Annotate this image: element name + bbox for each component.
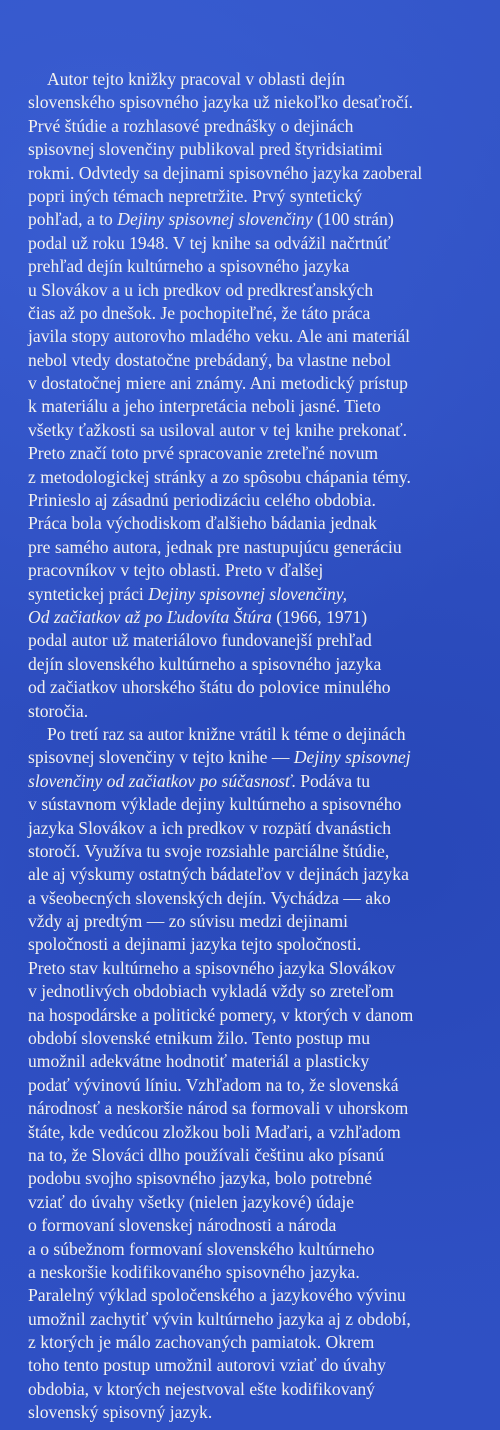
text-segment: z ktorých je málo zachovaných pamiatok. Okrem <box>28 1332 375 1353</box>
text-line <box>28 723 490 746</box>
text-segment: slovenského spisovného jazyka už niekoľko desaťročí. <box>28 92 414 113</box>
text-line <box>28 325 490 348</box>
text-line <box>28 91 490 114</box>
text-segment: vždy aj predtým — zo súvisu medzi dejinami <box>28 911 349 932</box>
text-segment: Prvé štúdie a rozhlasové prednášky o dejinách <box>28 115 354 136</box>
text-line <box>28 1144 490 1167</box>
text-line <box>28 817 490 840</box>
text-line <box>28 887 490 910</box>
text-line <box>28 395 490 418</box>
text-line <box>28 1167 490 1190</box>
italic-title-text: slovenčiny od začiatkov po súčasnosť <box>28 770 292 791</box>
text-segment: spisovnej slovenčiny publikoval pred štyridsiatimi <box>28 139 383 160</box>
text-line <box>28 279 490 302</box>
text-segment: u Slovákov a u ich predkov od predkresťanských <box>28 279 374 300</box>
text-line <box>28 1331 490 1354</box>
text-segment: slovenský spisovný jazyk. <box>28 1402 213 1423</box>
text-segment: syntetickej práci <box>28 583 149 604</box>
text-segment: štáte, kde vedúcou zložkou boli Maďari, a vzhľadom <box>28 1121 401 1142</box>
text-segment: v sústavnom výklade dejiny kultúrneho a spisovného <box>28 794 402 815</box>
text-segment: podať vývinovú líniu. Vzhľadom na to, že slovenská <box>28 1074 399 1095</box>
text-line <box>28 1074 490 1097</box>
text-line <box>28 1191 490 1214</box>
text-segment: v dostatočnej miere ani známy. Ani metodický prístup <box>28 373 408 394</box>
text-line <box>28 746 490 769</box>
text-segment: čias až po dnešok. Je pochopiteľné, že táto práca <box>28 302 371 323</box>
text-line <box>28 559 490 582</box>
text-segment: všetky ťažkosti sa usiloval autor v tej knihe prekonať. <box>28 419 408 440</box>
text-segment: spisovnej slovenčiny v tejto knihe — <box>28 747 294 768</box>
italic-title-text: Dejiny spisovnej <box>293 747 411 768</box>
text-line <box>28 1284 490 1307</box>
text-segment: na to, že Slováci dlho používali češtinu ako písanú <box>28 1144 385 1165</box>
text-line <box>28 1308 490 1331</box>
text-line <box>28 1378 490 1401</box>
italic-title-text: Od začiatkov až po Ľudovíta Štúra <box>28 606 272 627</box>
text-segment: (1966, 1971) <box>271 606 368 627</box>
text-line <box>28 302 490 325</box>
text-segment: dejín slovenského kultúrneho a spisovného jazyka <box>28 653 382 674</box>
text-segment: Preto značí toto prvé spracovanie zreteľné novum <box>28 443 379 464</box>
text-line <box>28 536 490 559</box>
text-segment: a neskoršie kodifikovaného spisovného jazyka. <box>28 1261 360 1282</box>
text-line <box>28 232 490 255</box>
text-line <box>28 115 490 138</box>
text-line <box>28 933 490 956</box>
text-line <box>28 68 490 91</box>
text-segment: národnosť a neskoršie národ sa formovali v uhorskom <box>28 1098 409 1119</box>
text-line <box>28 349 490 372</box>
text-line <box>28 208 490 231</box>
text-segment: jazyka Slovákov a ich predkov v rozpätí dvanástich <box>28 817 391 838</box>
text-segment: a všeobecných slovenských dejín. Vychádza — ako <box>28 887 391 908</box>
text-line <box>28 466 490 489</box>
text-line <box>28 1238 490 1261</box>
text-line <box>28 138 490 161</box>
text-segment: Prinieslo aj zásadnú periodizáciu celého obdobia. <box>28 490 376 511</box>
text-segment: Po tretí raz sa autor knižne vrátil k téme o dejinách <box>47 723 406 744</box>
text-segment: vziať do úvahy všetky (nielen jazykové) údaje <box>28 1191 355 1212</box>
text-line <box>28 676 490 699</box>
text-line <box>28 185 490 208</box>
text-line <box>28 442 490 465</box>
paragraph <box>28 68 490 723</box>
text-segment: Preto stav kultúrneho a spisovného jazyka Slovákov <box>28 957 396 978</box>
text-line <box>28 980 490 1003</box>
text-segment: umožnil zachytiť vývin kultúrneho jazyka aj z období, <box>28 1308 411 1329</box>
text-segment: popri iných témach nepretržite. Prvý syntetický <box>28 185 363 206</box>
text-segment: spoločnosti a dejinami jazyka tejto spoločnosti. <box>28 934 362 955</box>
text-line <box>28 793 490 816</box>
text-segment: podobu svojho spisovného jazyka, bolo potrebné <box>28 1168 373 1189</box>
text-line <box>28 255 490 278</box>
text-segment: z metodologickej stránky a zo spôsobu chápania témy. <box>28 466 411 487</box>
text-line <box>28 957 490 980</box>
text-segment: o formovaní slovenskej národnosti a národa <box>28 1215 337 1236</box>
text-line <box>28 419 490 442</box>
text-segment: nebol vtedy dostatočne prebádaný, ba vlastne nebol <box>28 349 391 370</box>
text-segment: obdobia, v ktorých nejestvoval ešte kodifikovaný <box>28 1378 375 1399</box>
paragraph <box>28 723 490 1425</box>
text-line <box>28 910 490 933</box>
text-line <box>28 1097 490 1120</box>
text-line <box>28 629 490 652</box>
text-segment: javila stopy autorovho mladého veku. Ale ani materiál <box>28 326 411 347</box>
text-line <box>28 1027 490 1050</box>
text-segment: podal autor už materiálovo fundovanejší prehľad <box>28 630 372 651</box>
text-line <box>28 489 490 512</box>
text-segment: k materiálu a jeho interpretácia neboli jasné. Tieto <box>28 396 381 417</box>
italic-title-text: Dejiny spisovnej slovenčiny <box>117 209 313 230</box>
text-line <box>28 372 490 395</box>
text-line <box>28 1121 490 1144</box>
text-segment: pracovníkov v tejto oblasti. Preto v ďalšej <box>28 560 324 581</box>
text-segment: pohľad, a to <box>28 209 118 230</box>
text-segment: Práca bola východiskom ďalšieho bádania jednak <box>28 513 377 534</box>
text-line <box>28 1004 490 1027</box>
text-line <box>28 1261 490 1284</box>
blurb-text <box>28 68 490 1425</box>
text-segment: prehľad dejín kultúrneho a spisovného jazyka <box>28 256 350 277</box>
text-line <box>28 1050 490 1073</box>
text-line <box>28 840 490 863</box>
text-line <box>28 1214 490 1237</box>
text-line <box>28 606 490 629</box>
text-segment: od začiatkov uhorského štátu do polovice minulého <box>28 677 391 698</box>
text-segment: (100 strán) <box>312 209 394 230</box>
text-segment: v jednotlivých obdobiach vykladá vždy so zreteľom <box>28 981 394 1002</box>
text-segment: období slovenské etnikum žilo. Tento postup mu <box>28 1028 370 1049</box>
text-segment: Paralelný výklad spoločenského a jazykového vývinu <box>28 1285 406 1306</box>
text-line <box>28 583 490 606</box>
text-segment: storočí. Využíva tu svoje rozsiahle parciálne štúdie, <box>28 840 390 861</box>
text-segment: a o súbežnom formovaní slovenského kultúrneho <box>28 1238 375 1259</box>
text-segment: rokmi. Odvtedy sa dejinami spisovného jazyka zaoberal <box>28 162 423 183</box>
text-segment: pre samého autora, jednak pre nastupujúcu generáciu <box>28 536 402 557</box>
italic-title-text: Dejiny spisovnej slovenčiny, <box>148 583 348 604</box>
text-segment: storočia. <box>28 700 89 721</box>
text-segment: podal už roku 1948. V tej knihe sa odvážil načrtnúť <box>28 232 391 253</box>
text-line <box>28 653 490 676</box>
text-line <box>28 1354 490 1377</box>
text-line <box>28 863 490 886</box>
text-segment: toho tento postup umožnil autorovi vziať do úvahy <box>28 1355 386 1376</box>
text-line <box>28 1401 490 1424</box>
text-segment: ale aj výskumy ostatných bádateľov v dejinách jazyka <box>28 864 409 885</box>
text-segment: umožnil adekvátne hodnotiť materiál a plasticky <box>28 1051 370 1072</box>
text-line <box>28 512 490 535</box>
text-segment: Autor tejto knižky pracoval v oblasti dejín <box>47 69 346 89</box>
text-segment: . Podáva tu <box>291 770 371 791</box>
text-segment: na hospodárske a politické pomery, v ktorých v danom <box>28 1004 414 1025</box>
text-line <box>28 700 490 723</box>
text-line <box>28 162 490 185</box>
text-line <box>28 770 490 793</box>
